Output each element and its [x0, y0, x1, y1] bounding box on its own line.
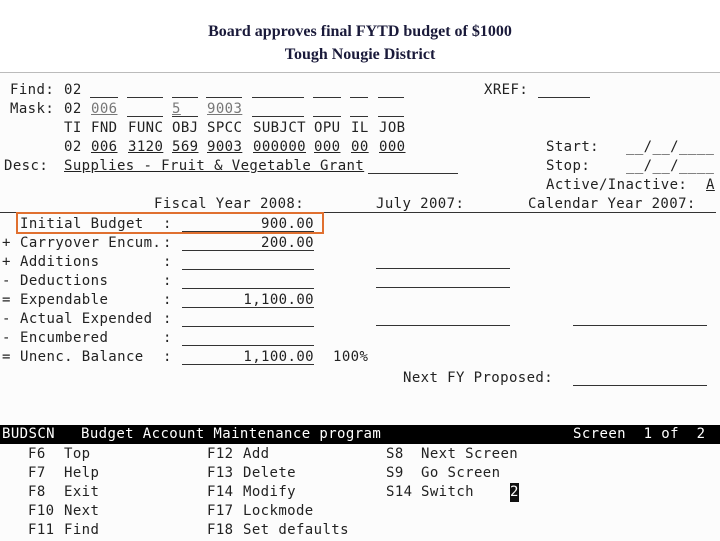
slide-subtitle: Tough Nougie District	[284, 46, 436, 63]
terminal-screen	[0, 72, 720, 541]
row-colon: :	[163, 330, 172, 346]
row-sign: +	[2, 254, 11, 270]
fkey-label: Find	[64, 522, 100, 538]
row-colon: :	[163, 254, 172, 270]
active-label: Active/Inactive:	[546, 177, 688, 193]
col-fnd: FND	[91, 120, 118, 136]
fkey-label: Lockmode	[243, 503, 314, 519]
fkey-label: Switch	[421, 484, 474, 500]
balance-percent: 100%	[333, 349, 369, 365]
fkey-label: Set defaults	[243, 522, 349, 538]
row-label: Expendable	[20, 292, 109, 308]
col-subjct: SUBJCT	[253, 120, 306, 136]
fkey-code: F7	[28, 465, 46, 481]
row-colon: :	[163, 292, 172, 308]
col-obj: OBJ	[172, 120, 199, 136]
fkey-code: F11	[28, 522, 55, 538]
fkey-code: S9	[386, 465, 404, 481]
row-sign: -	[2, 273, 11, 289]
acct-ti: 02	[64, 139, 82, 155]
fkey-code: S14	[386, 484, 413, 500]
find-ti[interactable]: 02	[64, 82, 82, 98]
row-sign: =	[2, 292, 11, 308]
row-colon: :	[163, 273, 172, 289]
fkey-label: Next Screen	[421, 446, 519, 462]
fkey-label: Exit	[64, 484, 100, 500]
fkey-label: Modify	[243, 484, 296, 500]
fkey-code: F14	[207, 484, 234, 500]
calendar-year-header: Calendar Year 2007:	[528, 196, 696, 212]
row-value-field[interactable]: 900.00	[261, 216, 314, 232]
row-label: Carryover Encum.	[20, 235, 162, 251]
fkey-code: F18	[207, 522, 234, 538]
row-label: Initial Budget	[20, 216, 144, 232]
fiscal-year-header: Fiscal Year 2008:	[154, 196, 305, 212]
fkey-code: F6	[28, 446, 46, 462]
go-screen-input[interactable]: 2	[510, 484, 519, 500]
fkey-code: F17	[207, 503, 234, 519]
stop-date-field[interactable]: __/__/____	[626, 158, 715, 174]
mask-obj[interactable]: 5	[172, 101, 181, 117]
find-label: Find:	[10, 82, 55, 98]
acct-fnd[interactable]: 006	[91, 139, 118, 155]
screen-indicator: Screen 1 of 2	[573, 426, 706, 442]
acct-job[interactable]: 000	[379, 139, 406, 155]
xref-field[interactable]	[538, 97, 590, 98]
mask-ti[interactable]: 02	[64, 101, 82, 117]
program-name: Budget Account Maintenance program	[81, 426, 382, 442]
row-colon: :	[163, 311, 172, 327]
col-ti: TI	[64, 120, 82, 136]
acct-subjct[interactable]: 000000	[253, 139, 306, 155]
program-code: BUDSCN	[2, 426, 55, 442]
slide-title: Board approves final FYTD budget of $1000	[208, 23, 512, 40]
active-field[interactable]: A	[706, 177, 715, 193]
xref-label: XREF:	[484, 82, 529, 98]
start-date-field[interactable]: __/__/____	[626, 139, 715, 155]
row-label: Deductions	[20, 273, 109, 289]
row-sign: -	[2, 311, 11, 327]
row-label: Encumbered	[20, 330, 109, 346]
row-colon: :	[163, 235, 172, 251]
col-func: FUNC	[128, 120, 164, 136]
col-il: IL	[351, 120, 369, 136]
fkey-code: F13	[207, 465, 234, 481]
fkey-label: Help	[64, 465, 100, 481]
stop-label: Stop:	[546, 158, 591, 174]
col-job: JOB	[379, 120, 406, 136]
row-sign: =	[2, 349, 11, 365]
fkey-code: S8	[386, 446, 404, 462]
fkey-code: F10	[28, 503, 55, 519]
row-label: Additions	[20, 254, 100, 270]
col-spcc: SPCC	[207, 120, 243, 136]
fkey-code: F8	[28, 484, 46, 500]
row-sign: -	[2, 330, 11, 346]
fkey-label: Next	[64, 503, 100, 519]
mask-fnd[interactable]: 006	[91, 101, 118, 117]
row-sign: +	[2, 235, 11, 251]
month-header: July 2007:	[376, 196, 465, 212]
row-sign	[2, 215, 11, 234]
acct-opu[interactable]: 000	[314, 139, 341, 155]
acct-il[interactable]: 00	[351, 139, 369, 155]
mask-spcc[interactable]: 9003	[207, 101, 243, 117]
col-opu: OPU	[314, 120, 341, 136]
acct-spcc[interactable]: 9003	[207, 139, 243, 155]
row-value-field[interactable]: 1,100.00	[243, 292, 314, 308]
row-colon: :	[163, 216, 172, 232]
fkey-label: Delete	[243, 465, 296, 481]
row-label: Actual Expended	[20, 311, 153, 327]
row-value-field[interactable]: 200.00	[261, 235, 314, 251]
fkey-label: Top	[64, 446, 91, 462]
row-value-field[interactable]: 1,100.00	[243, 349, 314, 365]
next-fy-field[interactable]	[573, 385, 707, 386]
desc-label: Desc:	[4, 158, 49, 174]
start-label: Start:	[546, 139, 599, 155]
fkey-label: Go Screen	[421, 465, 501, 481]
row-colon: :	[163, 349, 172, 365]
desc-field[interactable]: Supplies - Fruit & Vegetable Grant	[64, 158, 365, 174]
fkey-code: F12	[207, 446, 234, 462]
acct-obj[interactable]: 569	[172, 139, 199, 155]
next-fy-label: Next FY Proposed:	[403, 370, 554, 386]
row-label: Unenc. Balance	[20, 349, 144, 365]
program-bar	[0, 425, 720, 444]
fkey-label: Add	[243, 446, 270, 462]
mask-label: Mask:	[10, 101, 55, 117]
acct-func[interactable]: 3120	[128, 139, 164, 155]
